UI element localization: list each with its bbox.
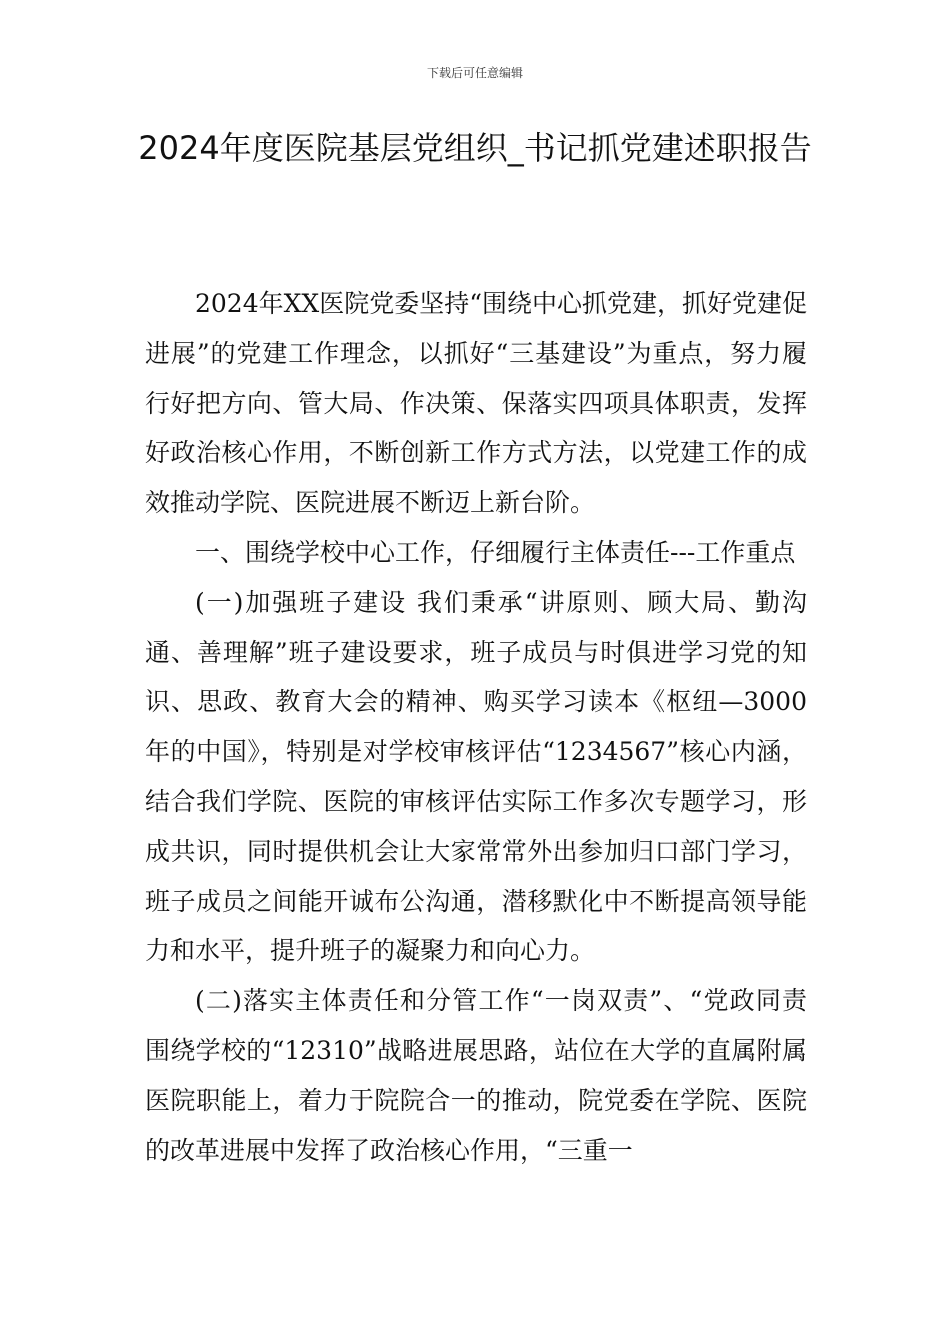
document-title: 2024年度医院基层党组织_书记抓党建述职报告: [138, 129, 812, 167]
paragraph-subsection-1: (一)加强班子建设 我们秉承“讲原则、顾大局、勤沟通、善理解”班子建设要求，班子成员与时俱进学习党的知识、思政、教育大会的精神、购买学习读本《枢纽—3000年的中国》，特别是对学校审核评估“1234567”核心内涵，结合我们学院、医院的审核评估实际工作多次专题学习，形成共识，同时提供机会让大家常常外出参加归口部门学习，班子成员之间能开诚布公沟通，潜移默化中不断提高领导能力和水平，提升班子的凝聚力和向心力。: [145, 587, 807, 966]
section-heading-1: 一、围绕学校中心工作，仔细履行主体责任---工作重点: [195, 537, 796, 567]
header-note: 下载后可任意编辑: [426, 66, 523, 80]
paragraph-subsection-2: (二)落实主体责任和分管工作“一岗双责”、“党政同责 围绕学校的“12310”战略进展思路，站位在大学的直属附属医院职能上，着力于院院合一的推动，院党委在学院、医院的改革进展中发挥了政治核心作用，“三重一: [145, 986, 807, 1165]
paragraph-intro: 2024年XX医院党委坚持“围绕中心抓党建，抓好党建促进展”的党建工作理念，以抓好“三基建设”为重点，努力履行好把方向、管大局、作决策、保落实四项具体职责，发挥好政治核心作用，不断创新工作方式方法，以党建工作的成效推动学院、医院进展不断迈上新台阶。: [145, 289, 808, 518]
document-body: [145, 279, 807, 1175]
